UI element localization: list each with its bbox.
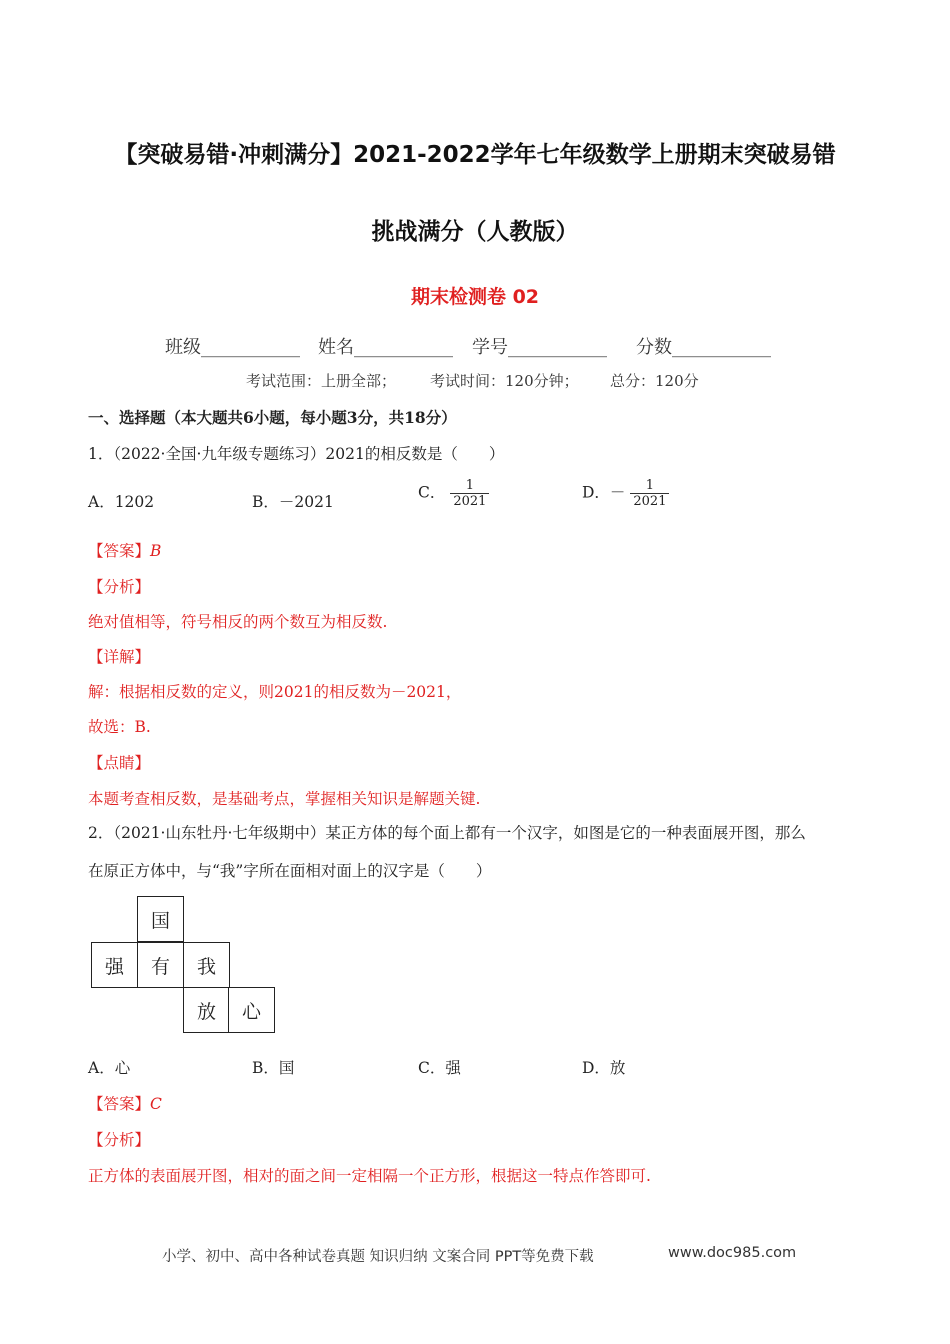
q1-comment-label: 【点睛】	[88, 754, 151, 772]
document-title-line1: 【突破易错·冲刺满分】2021-2022学年七年级数学上册期末突破易错	[114, 142, 836, 168]
q2-analysis-label: 【分析】	[88, 1131, 151, 1149]
answer-value: B	[150, 542, 162, 560]
net-cell-guo: 国	[137, 896, 184, 942]
exam-scope: 考试范围：上册全部；	[246, 372, 397, 390]
q2-option-b: B．国	[252, 1059, 295, 1077]
net-cell-qiang: 强	[91, 942, 138, 988]
q1-option-c-prefix: C．	[418, 483, 446, 502]
q1-option-d-prefix: D．－	[582, 483, 626, 502]
fraction-denominator: 2021	[450, 493, 489, 509]
q1-detail-label: 【详解】	[88, 648, 151, 666]
net-cell-fang: 放	[183, 987, 230, 1033]
section-heading: 一、选择题（本大题共6小题，每小题3分，共18分）	[88, 408, 457, 427]
fraction-numerator: 1	[645, 478, 655, 493]
q2-stem-line2: 在原正方体中，与“我”字所在面相对面上的汉字是（ ）	[88, 862, 492, 880]
answer-label: 【答案】	[88, 1095, 151, 1113]
q1-stem: 1．（2022·全国·九年级专题练习）2021的相反数是（ ）	[88, 445, 505, 463]
q1-option-b: B．－2021	[252, 493, 334, 511]
exam-total: 总分：120分	[610, 372, 699, 390]
q1-option-c-fraction	[450, 478, 489, 509]
net-cell-wo: 我	[183, 942, 230, 988]
q1-detail-line2: 故选：B.	[88, 718, 151, 736]
q2-analysis: 正方体的表面展开图，相对的面之间一定相隔一个正方形，根据这一特点作答即可.	[88, 1167, 651, 1185]
footer-site-link[interactable]: www.doc985.com	[668, 1245, 797, 1261]
q2-option-d: D．放	[582, 1059, 626, 1077]
answer-value: C	[150, 1095, 162, 1113]
q1-answer	[88, 539, 161, 561]
net-cell-you: 有	[137, 942, 184, 988]
fraction-denominator: 2021	[630, 493, 669, 509]
answer-label: 【答案】	[88, 542, 151, 560]
q1-option-c	[418, 478, 489, 509]
q1-comment: 本题考查相反数，是基础考点，掌握相关知识是解题关键.	[88, 790, 481, 808]
document-title-line2: 挑战满分（人教版）	[371, 219, 579, 245]
q1-analysis: 绝对值相等，符号相反的两个数互为相反数.	[88, 613, 388, 631]
q2-option-a: A．心	[88, 1059, 131, 1077]
class-field: 班级___________	[165, 337, 300, 358]
student-id-field: 学号___________	[472, 337, 607, 358]
q2-answer	[88, 1092, 162, 1114]
q1-option-d	[582, 478, 669, 509]
fraction-numerator: 1	[465, 478, 474, 493]
exam-time: 考试时间：120分钟；	[430, 372, 579, 390]
q1-detail-line1: 解：根据相反数的定义，则2021的相反数为－2021，	[88, 683, 462, 701]
q1-analysis-label: 【分析】	[88, 578, 151, 596]
q2-stem-line1: 2．（2021·山东牡丹·七年级期中）某正方体的每个面上都有一个汉字，如图是它的一种表面展开图，那么	[88, 824, 806, 842]
score-field: 分数___________	[636, 337, 771, 358]
footer-text: 小学、初中、高中各种试卷真题 知识归纳 文案合同 PPT等免费下载	[162, 1249, 594, 1265]
q1-option-d-fraction	[630, 478, 669, 509]
q2-option-c: C．强	[418, 1059, 461, 1077]
exam-subtitle: 期末检测卷 02	[410, 286, 540, 308]
q1-option-a: A．1202	[88, 493, 155, 511]
net-cell-xin: 心	[228, 987, 275, 1033]
name-field: 姓名___________	[318, 337, 453, 358]
